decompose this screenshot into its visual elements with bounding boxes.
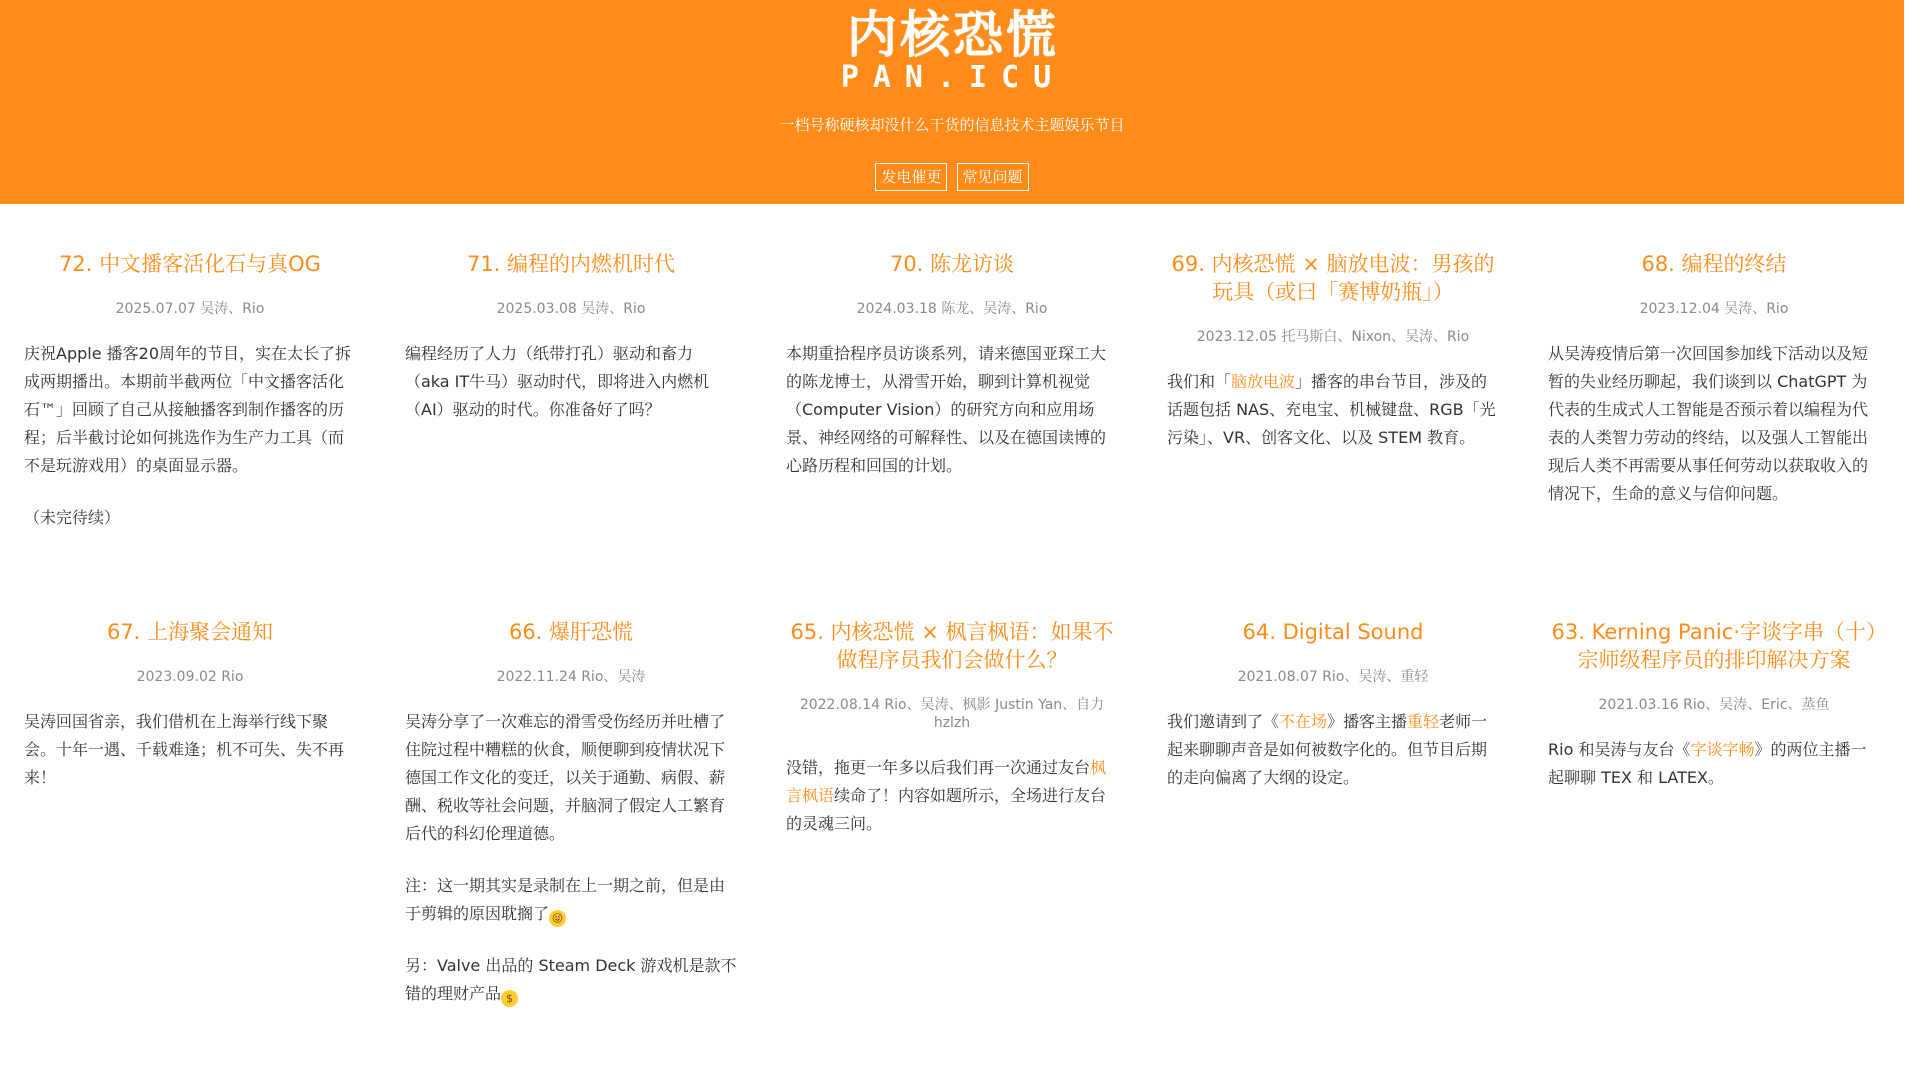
episode-card [24, 250, 356, 556]
inline-link[interactable]: 枫言枫语 [786, 758, 1107, 805]
episode-title-link[interactable]: 68. 编程的终结 [1641, 252, 1787, 276]
episode-description [24, 708, 356, 792]
episode-description [405, 340, 737, 424]
episode-title-link[interactable]: 71. 编程的内燃机时代 [466, 252, 676, 276]
description-text: 》播客主播 [1327, 712, 1408, 731]
episode-description [786, 754, 1118, 838]
inline-link[interactable]: 重轻 [1407, 712, 1440, 731]
description-text: 老师一起来聊聊声音是如何被数字化的。但节目后期的走向偏离了大纲的设定。 [1167, 712, 1488, 787]
inline-link[interactable]: 字谈字畅 [1690, 740, 1755, 759]
description-paragraph [786, 340, 1118, 480]
description-paragraph [405, 340, 737, 424]
episode-description [405, 708, 737, 1008]
description-text: 没错，拖更一年多以后我们再一次通过友台 [786, 758, 1091, 777]
episode-meta: 2025.03.08 吴涛、Rio [496, 301, 646, 317]
description-text: 编程经历了人力（纸带打孔）驱动和畜力（aka IT牛马）驱动时代，即将进入内燃机（AI）驱动的时代。你准备好了吗？ [405, 344, 710, 419]
description-text: 吴涛分享了一次难忘的滑雪受伤经历并吐槽了住院过程中糟糕的伙食，顺便聊到疫情状况下德国工作文化的变迁，以关于通勤、病假、薪酬、税收等社会问题，并脑洞了假定人工繁育后代的科幻伦理道德。 [405, 712, 726, 843]
description-paragraph [1167, 708, 1499, 792]
description-text: 吴涛回国省亲，我们借机在上海举行线下聚会。十年一遇、千载难逢；机不可失、失不再来！ [24, 712, 345, 787]
description-text: 」播客的串台节目，涉及的话题包括 NAS、充电宝、机械键盘、RGB「光污染」、VR、创客文化、以及 STEM 教育。 [1167, 372, 1496, 447]
inline-link[interactable]: 脑放电波 [1231, 372, 1296, 391]
description-text: 我们邀请到了《 [1167, 712, 1280, 731]
description-text: 》的两位主播一起聊聊 TEX 和 LATEX。 [1548, 740, 1867, 787]
episode-title-link[interactable]: 65. 内核恐慌 × 枫言枫语：如果不做程序员我们会做什么？ [790, 620, 1114, 672]
logo-chinese-text: 内核恐慌 [847, 6, 1059, 64]
description-paragraph [405, 708, 737, 848]
description-paragraph [405, 952, 737, 1008]
header-nav [0, 163, 1904, 191]
nav-faq-button[interactable]: 常见问题 [957, 163, 1029, 191]
episode-card [1548, 618, 1880, 816]
episode-card [405, 618, 737, 1032]
site-header [0, 0, 1904, 204]
description-paragraph [405, 872, 737, 928]
episode-card [405, 250, 737, 448]
episode-title-link[interactable]: 69. 内核恐慌 × 脑放电波：男孩的玩具（或曰「赛博奶瓶」） [1171, 252, 1495, 304]
description-paragraph [1548, 736, 1880, 792]
description-paragraph [24, 504, 356, 532]
episode-title-link[interactable]: 64. Digital Sound [1242, 620, 1424, 644]
episode-description [1548, 736, 1880, 792]
episode-meta: 2023.09.02 Rio [136, 669, 244, 685]
description-text: 注：这一期其实是录制在上一期之前，但是由于剪辑的原因耽搁了 [405, 876, 726, 923]
episode-description [786, 340, 1118, 480]
money-mouth-face-icon: $ [501, 990, 518, 1007]
description-text: 我们和「 [1167, 372, 1232, 391]
episode-card [786, 250, 1118, 504]
site-tagline: 一档号称硬核却没什么干货的信息技术主题娱乐节目 [779, 116, 1125, 134]
description-text: Rio 和吴涛与友台《 [1548, 740, 1691, 759]
episode-meta: 2021.03.16 Rio、吴涛、Eric、蒸鱼 [1598, 697, 1830, 713]
episode-card [786, 618, 1118, 862]
description-text: 另：Valve 出品的 Steam Deck 游戏机是款不错的理财产品 [405, 956, 737, 1003]
episode-title-link[interactable]: 67. 上海聚会通知 [106, 620, 274, 644]
episode-meta: 2021.08.07 Rio、吴涛、重轻 [1237, 669, 1429, 685]
description-text: 从吴涛疫情后第一次回国参加线下活动以及短暂的失业经历聊起，我们谈到以 ChatGPT 为代表的生成式人工智能是否预示着以编程为代表的人类智力劳动的终结，以及强人工智能出现后人类不再需要从事任何劳动以获取收入的情况下，生命的意义与信仰问题。 [1548, 344, 1869, 503]
site-logo[interactable] [835, 8, 1071, 94]
description-paragraph [1548, 340, 1880, 508]
episode-card [24, 618, 356, 816]
episode-title-link[interactable]: 70. 陈龙访谈 [889, 252, 1015, 276]
description-paragraph [24, 340, 356, 480]
episode-meta: 2022.11.24 Rio、吴涛 [496, 669, 646, 685]
zany-face-icon: 😜 [549, 910, 566, 927]
description-text: 本期重拾程序员访谈系列，请来德国亚琛工大的陈龙博士，从滑雪开始，聊到计算机视觉（Computer Vision）的研究方向和应用场景、神经网络的可解释性、以及在德国读博的心路历程和回国的计划。 [786, 344, 1107, 475]
episode-description [1548, 340, 1880, 508]
episode-title-link[interactable]: 66. 爆肝恐慌 [508, 620, 634, 644]
description-paragraph [1167, 368, 1499, 452]
description-text: （未完待续） [24, 508, 121, 527]
description-paragraph [24, 708, 356, 792]
episode-meta: 2025.07.07 吴涛、Rio [115, 301, 265, 317]
inline-link[interactable]: 不在场 [1279, 712, 1328, 731]
episode-description [24, 340, 356, 532]
episode-description [1167, 708, 1499, 792]
episode-description [1167, 368, 1499, 452]
episode-meta: 2023.12.05 托马斯白、Nixon、吴涛、Rio [1196, 329, 1470, 345]
description-text: 庆祝Apple 播客20周年的节目，实在太长了拆成两期播出。本期前半截两位「中文播客活化石™」回顾了自己从接触播客到制作播客的历程；后半截讨论如何挑选作为生产力工具（而不是玩游戏用）的桌面显示器。 [24, 344, 351, 475]
episode-card [1548, 250, 1880, 532]
description-text: 续命了！内容如题所示，全场进行友台的灵魂三问。 [786, 786, 1107, 833]
logo-latin-text: PAN.ICU [840, 60, 1066, 95]
nav-sponsor-button[interactable]: 发电催更 [875, 163, 947, 191]
episode-meta: 2023.12.04 吴涛、Rio [1639, 301, 1789, 317]
episode-title-link[interactable]: 63. Kerning Panic·字谈字串（十）宗师级程序员的排印解决方案 [1551, 620, 1877, 672]
description-paragraph [786, 754, 1118, 838]
episode-meta: 2024.03.18 陈龙、吴涛、Rio [856, 301, 1048, 317]
episode-title-link[interactable]: 72. 中文播客活化石与真OG [59, 252, 321, 276]
episode-card [1167, 250, 1499, 476]
episode-card [1167, 618, 1499, 816]
episode-meta: 2022.08.14 Rio、吴涛、枫影 Justin Yan、自力 hzlzh [799, 697, 1105, 731]
